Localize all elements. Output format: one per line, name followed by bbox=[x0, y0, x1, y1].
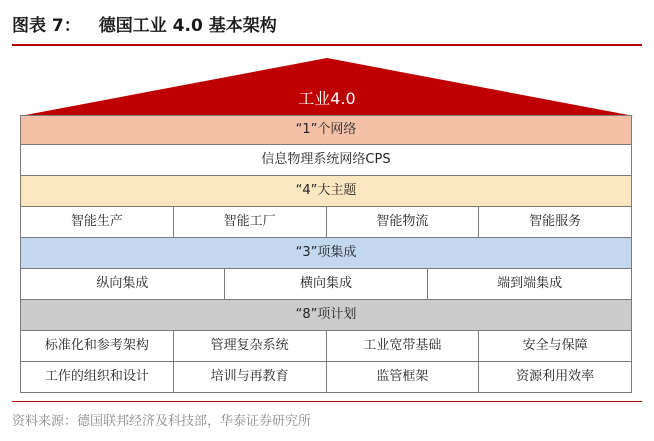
integration-cell: 端到端集成 bbox=[497, 276, 563, 291]
cps-network: 信息物理系统网络CPS bbox=[20, 145, 632, 176]
figure-number: 图表 7： bbox=[12, 16, 81, 36]
plan-cell: 标准化和参考架构 bbox=[21, 331, 174, 361]
figure-caption: 德国工业 4.0 基本架构 bbox=[98, 16, 277, 36]
themes-header: “4”大主题 bbox=[20, 176, 632, 207]
source-note: 资料来源：德国联邦经济及科技部，华泰证券研究所 bbox=[12, 414, 312, 429]
bottom-divider bbox=[12, 401, 642, 402]
plan-cell: 监管框架 bbox=[327, 362, 480, 392]
plan-cell: 管理复杂系统 bbox=[174, 331, 327, 361]
integration-header: “3”项集成 bbox=[20, 238, 632, 269]
integrations-row bbox=[20, 269, 632, 300]
plans-row-2 bbox=[20, 362, 632, 393]
figure-title bbox=[12, 14, 277, 38]
plans-row-1 bbox=[20, 331, 632, 362]
plan-cell: 资源利用效率 bbox=[516, 369, 595, 384]
plan-cell: 安全与保障 bbox=[522, 338, 588, 353]
plan-cell: 工作的组织和设计 bbox=[21, 362, 174, 392]
themes-row bbox=[20, 207, 632, 238]
integration-cell: 纵向集成 bbox=[21, 269, 225, 299]
plan-cell: 培训与再教育 bbox=[174, 362, 327, 392]
theme-cell: 智能生产 bbox=[21, 207, 174, 237]
plan-cell: 工业宽带基础 bbox=[327, 331, 480, 361]
plans-header: “8”项计划 bbox=[20, 300, 632, 331]
theme-cell: 智能工厂 bbox=[174, 207, 327, 237]
roof-label: 工业4.0 bbox=[298, 89, 356, 108]
network-header: “1”个网络 bbox=[20, 115, 632, 145]
integration-cell: 横向集成 bbox=[225, 269, 429, 299]
theme-cell: 智能服务 bbox=[529, 214, 582, 229]
theme-cell: 智能物流 bbox=[327, 207, 480, 237]
title-divider bbox=[12, 44, 642, 46]
